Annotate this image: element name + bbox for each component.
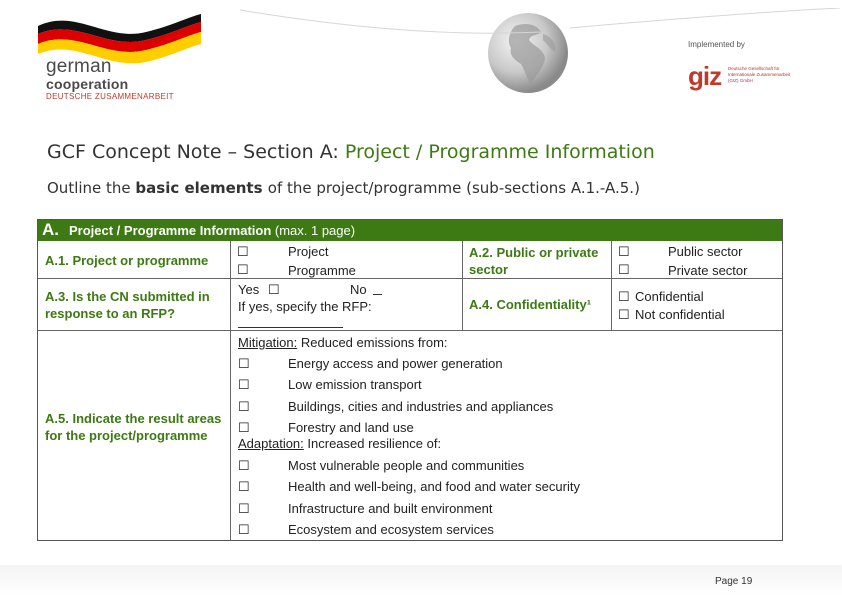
adaptation-heading: Adaptation: <box>238 436 304 451</box>
adaptation-item: Ecosystem and ecosystem services <box>288 522 494 537</box>
not-confidential-checkbox[interactable]: ☐ <box>618 307 630 322</box>
decorative-arc-lines <box>240 8 840 38</box>
title-prefix: GCF Concept Note – Section A: <box>47 141 345 163</box>
subtitle-bold: basic elements <box>135 179 268 197</box>
programme-option: Programme <box>288 263 356 278</box>
programme-checkbox[interactable]: ☐ <box>237 262 249 277</box>
adaptation-item: Most vulnerable people and communities <box>288 458 525 473</box>
subtitle-part2: of the project/programme (sub-sections A.1.-A.5.) <box>267 179 640 197</box>
mitigation-heading: Mitigation: <box>238 335 298 350</box>
rfp-no-label: No <box>350 282 367 297</box>
adaptation-checkbox[interactable]: ☐ <box>238 479 250 494</box>
table-header <box>38 220 782 241</box>
giz-logo: giz <box>688 61 722 91</box>
org-subtitle: DEUTSCHE ZUSAMMENARBEIT <box>46 92 174 101</box>
org-name <box>46 58 128 92</box>
rfp-yes-label: Yes <box>238 282 260 297</box>
adaptation-checkbox[interactable]: ☐ <box>238 522 250 537</box>
row-divider <box>38 330 782 331</box>
adaptation-item: Health and well-being, and food and water security <box>288 479 580 494</box>
confidential-checkbox[interactable]: ☐ <box>618 289 630 304</box>
giz-logo-text: Deutsche Gesellschaft für Internationale Zusammenarbeit (GIZ) GmbH <box>728 66 791 83</box>
title-highlight: Project / Programme Information <box>344 141 655 163</box>
rfp-specify-field[interactable] <box>238 327 343 328</box>
org-name-line2: cooperation <box>46 76 129 92</box>
page-title <box>47 141 655 163</box>
header-note: (max. 1 page) <box>271 223 356 238</box>
mitigation-checkbox[interactable]: ☐ <box>238 420 250 435</box>
project-checkbox[interactable]: ☐ <box>237 244 249 259</box>
adaptation-checkbox[interactable]: ☐ <box>238 458 250 473</box>
project-option: Project <box>288 244 329 259</box>
rfp-specify-label: If yes, specify the RFP: <box>238 299 372 314</box>
subtitle-part1: Outline the <box>47 179 136 197</box>
mitigation-item: Buildings, cities and industries and appliances <box>288 399 554 414</box>
rfp-no-blank[interactable] <box>373 294 382 295</box>
implemented-by-label: Implemented by <box>688 40 745 49</box>
mitigation-text: Reduced emissions from: <box>297 335 448 350</box>
a5-label: A.5. Indicate the result areas for the project/programme <box>45 411 222 443</box>
adaptation-text: Increased resilience of: <box>303 436 442 451</box>
header-title <box>69 223 355 238</box>
header-title-text: Project / Programme Information <box>69 223 272 238</box>
mitigation-item: Energy access and power generation <box>288 356 503 371</box>
not-confidential-option: Not confidential <box>635 307 725 322</box>
a3-label: A.3. Is the CN submitted in response to an RFP? <box>45 289 210 321</box>
a2-label: A.2. Public or private sector <box>469 245 599 277</box>
mitigation-checkbox[interactable]: ☐ <box>238 356 250 371</box>
private-sector-option: Private sector <box>668 263 748 278</box>
public-sector-checkbox[interactable]: ☐ <box>618 244 630 259</box>
public-sector-option: Public sector <box>668 244 743 259</box>
adaptation-heading-line <box>238 435 441 452</box>
adaptation-checkbox[interactable]: ☐ <box>238 501 250 516</box>
mitigation-checkbox[interactable]: ☐ <box>238 399 250 414</box>
mitigation-checkbox[interactable]: ☐ <box>238 377 250 392</box>
mitigation-item: Low emission transport <box>288 377 422 392</box>
confidential-option: Confidential <box>635 289 704 304</box>
mitigation-heading-line <box>238 334 448 351</box>
adaptation-item: Infrastructure and built environment <box>288 501 493 516</box>
page-subtitle <box>47 179 640 197</box>
column-divider <box>462 241 463 330</box>
mitigation-item: Forestry and land use <box>288 420 414 435</box>
header-letter: A. <box>42 220 59 239</box>
a1-label: A.1. Project or programme <box>45 253 209 268</box>
project-information-table <box>37 219 783 541</box>
private-sector-checkbox[interactable]: ☐ <box>618 262 630 277</box>
page-number: Page 19 <box>715 576 753 587</box>
column-divider <box>230 241 231 540</box>
org-name-line1: german <box>46 56 112 77</box>
a4-label: A.4. Confidentiality¹ <box>469 297 592 312</box>
rfp-yes-checkbox[interactable]: ☐ <box>268 282 280 297</box>
column-divider <box>611 241 612 330</box>
